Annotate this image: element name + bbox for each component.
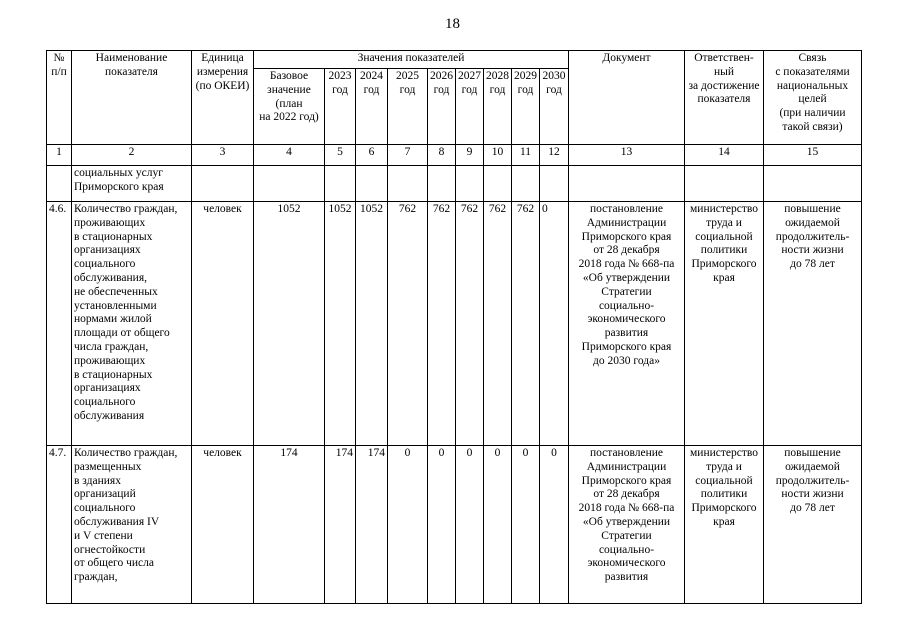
value-2025: 762 [388, 202, 428, 446]
empty-cell [540, 166, 569, 202]
header-year-2029: 2029 год [512, 69, 540, 145]
indicator-name: социальных услуг Приморского края [72, 166, 192, 202]
empty-cell [192, 166, 254, 202]
header-row-1 [47, 51, 862, 69]
value-2023: 174 [325, 446, 356, 604]
value-2025: 0 [388, 446, 428, 604]
value-2024: 1052 [356, 202, 388, 446]
empty-cell [569, 166, 685, 202]
column-number: 4 [254, 145, 325, 166]
page-number: 18 [445, 16, 460, 32]
value-2023: 1052 [325, 202, 356, 446]
unit-cell: человек [192, 202, 254, 446]
indicators-table [46, 50, 862, 604]
empty-cell [484, 166, 512, 202]
header-document: Документ [569, 51, 685, 145]
document-cell: постановление Администрации Приморского края от 28 декабря 2018 года № 668-па «Об утверждении Стратегии социально- экономического развития Приморского края до 2030 года» [569, 202, 685, 446]
value-2029: 762 [512, 202, 540, 446]
header-responsible: Ответствен- ный за достижение показателя [685, 51, 764, 145]
table-row [47, 446, 862, 604]
empty-cell [254, 166, 325, 202]
national-goal-link-cell: повышение ожидаемой продолжитель- ности жизни до 78 лет [764, 202, 862, 446]
value-2024: 174 [356, 446, 388, 604]
indicator-name: Количество граждан, проживающих в стационарных организациях социального обслуживания, не обеспеченных установленными нормами жилой площади от общего числа граждан, проживающих в стационарных организациях социального обслуживания [72, 202, 192, 446]
column-number: 3 [192, 145, 254, 166]
column-number: 9 [456, 145, 484, 166]
column-number: 8 [428, 145, 456, 166]
column-number-row [47, 145, 862, 166]
column-number: 2 [72, 145, 192, 166]
national-goal-link-cell: повышение ожидаемой продолжитель- ности жизни до 78 лет [764, 446, 862, 604]
document-cell: постановление Администрации Приморского края от 28 декабря 2018 года № 668-па «Об утверждении Стратегии социально- экономического развития [569, 446, 685, 604]
empty-cell [456, 166, 484, 202]
base-value: 1052 [254, 202, 325, 446]
value-2030: 0 [540, 446, 569, 604]
column-number: 14 [685, 145, 764, 166]
continuation-row [47, 166, 862, 202]
empty-cell [47, 166, 72, 202]
column-number: 5 [325, 145, 356, 166]
empty-cell [325, 166, 356, 202]
column-number: 15 [764, 145, 862, 166]
responsible-cell: министерство труда и социальной политики Приморского края [685, 202, 764, 446]
empty-cell [764, 166, 862, 202]
value-2028: 0 [484, 446, 512, 604]
value-2028: 762 [484, 202, 512, 446]
header-year-2028: 2028 год [484, 69, 512, 145]
header-unit: Единица измерения (по ОКЕИ) [192, 51, 254, 145]
value-2027: 762 [456, 202, 484, 446]
value-2026: 762 [428, 202, 456, 446]
header-year-2025: 2025 год [388, 69, 428, 145]
unit-cell: человек [192, 446, 254, 604]
column-number: 10 [484, 145, 512, 166]
responsible-cell: министерство труда и социальной политики Приморского края [685, 446, 764, 604]
header-year-2030: 2030 год [540, 69, 569, 145]
value-2029: 0 [512, 446, 540, 604]
row-number: 4.6. [47, 202, 72, 446]
header-values-group: Значения показателей [254, 51, 569, 69]
header-year-2023: 2023 год [325, 69, 356, 145]
column-number: 7 [388, 145, 428, 166]
row-number: 4.7. [47, 446, 72, 604]
header-base: Базовое значение (план на 2022 год) [254, 69, 325, 145]
value-2027: 0 [456, 446, 484, 604]
empty-cell [428, 166, 456, 202]
column-number: 13 [569, 145, 685, 166]
header-year-2027: 2027 год [456, 69, 484, 145]
column-number: 6 [356, 145, 388, 166]
empty-cell [356, 166, 388, 202]
header-year-2026: 2026 год [428, 69, 456, 145]
column-number: 1 [47, 145, 72, 166]
table-row [47, 202, 862, 446]
base-value: 174 [254, 446, 325, 604]
empty-cell [388, 166, 428, 202]
header-link: Связь с показателями национальных целей (при наличии такой связи) [764, 51, 862, 145]
value-2030: 0 [540, 202, 569, 446]
value-2026: 0 [428, 446, 456, 604]
column-number: 12 [540, 145, 569, 166]
empty-cell [512, 166, 540, 202]
header-name: Наименование показателя [72, 51, 192, 145]
empty-cell [685, 166, 764, 202]
indicator-name: Количество граждан, размещенных в зданиях организаций социального обслуживания IV и V степени огнестойкости от общего числа граждан, [72, 446, 192, 604]
column-number: 11 [512, 145, 540, 166]
header-num: № п/п [47, 51, 72, 145]
header-year-2024: 2024 год [356, 69, 388, 145]
